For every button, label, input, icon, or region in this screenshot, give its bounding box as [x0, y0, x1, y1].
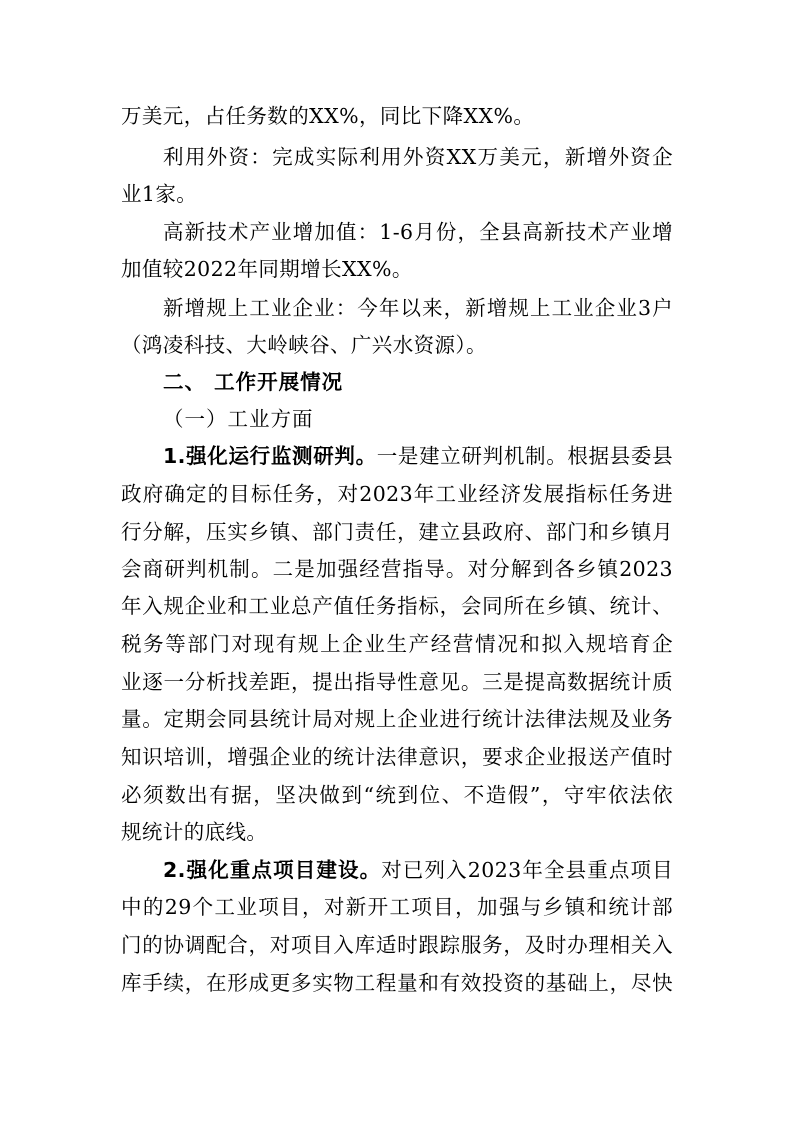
text-line: 业逐一分析找差距，提出指导性意见。三是提高数据统计质 [121, 670, 673, 694]
text-line: （鸿凌科技、大岭峡谷、广兴水资源）。 [121, 333, 487, 357]
paragraph-lead-line [163, 438, 673, 474]
text-line: 高新技术产业增加值：1-6月份，全县高新技术产业增 [163, 220, 673, 244]
section-heading: 二、 工作开展情况 [163, 370, 344, 394]
text-line: 库手续，在形成更多实物工程量和有效投资的基础上，尽快 [121, 971, 673, 995]
lead-2-rest: 对已列入2023年全县重点项目 [381, 858, 674, 882]
text-line: 万美元，占任务数的XX%，同比下降XX%。 [121, 104, 535, 128]
subsection-heading: （一）工业方面 [163, 407, 314, 431]
text-line: 新增规上工业企业：今年以来，新增规上工业企业3户 [163, 296, 673, 320]
text-line: 必须数出有据，坚决做到“统到位、不造假”，守牢依法依 [121, 783, 673, 807]
text-line: 门的协调配合，对项目入库适时跟踪服务，及时办理相关入 [121, 933, 673, 957]
text-line: 中的29个工业项目，对新开工项目，加强与乡镇和统计部 [121, 895, 673, 919]
text-line: 税务等部门对现有规上企业生产经营情况和拟入规培育企 [121, 632, 673, 656]
text-line: 行分解，压实乡镇、部门责任，建立县政府、部门和乡镇月 [121, 520, 673, 544]
text-line: 年入规企业和工业总产值任务指标，会同所在乡镇、统计、 [121, 594, 673, 618]
text-line: 规统计的底线。 [121, 820, 268, 844]
bold-lead-2: 2.强化重点项目建设。 [163, 858, 382, 882]
text-line: 知识培训，增强企业的统计法律意识，要求企业报送产值时 [121, 745, 673, 769]
paragraph-lead-line [163, 852, 673, 888]
text-line: 会商研判机制。二是加强经营指导。对分解到各乡镇2023 [121, 557, 673, 581]
lead-1-rest: 一是建立研判机制。根据县委县 [376, 444, 673, 468]
bold-lead-1: 1.强化运行监测研判。 [163, 444, 377, 468]
text-line: 政府确定的目标任务，对2023年工业经济发展指标任务进 [121, 482, 673, 506]
text-line: 加值较2022年同期增长XX%。 [121, 257, 413, 281]
text-line: 利用外资：完成实际利用外资XX万美元，新增外资企 [163, 145, 673, 169]
text-line: 量。定期会同县统计局对规上企业进行统计法律法规及业务 [121, 707, 673, 731]
text-line: 业1家。 [121, 182, 198, 206]
